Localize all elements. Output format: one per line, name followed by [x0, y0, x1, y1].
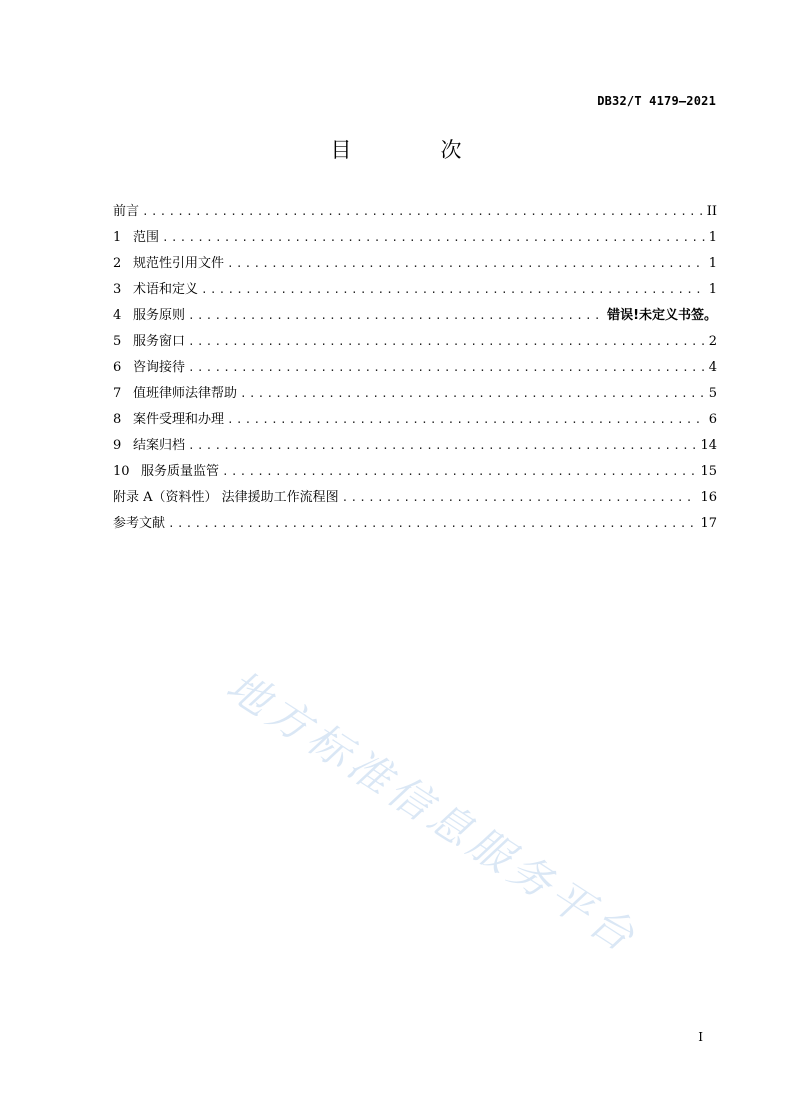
toc-entry[interactable]: [113, 200, 717, 226]
toc-entry-label: 前言: [113, 204, 140, 219]
toc-entry-number: 7: [113, 386, 122, 401]
toc-entry-label: 附录 A（资料性） 法律援助工作流程图: [113, 490, 339, 505]
table-of-contents: [113, 200, 717, 538]
toc-entry-label: 范围: [133, 230, 160, 245]
dot-leader: [188, 309, 604, 322]
dot-leader: [162, 231, 706, 244]
toc-entry-number: 5: [113, 334, 122, 349]
toc-entry[interactable]: [113, 278, 717, 304]
toc-entry-label: 结案归档: [133, 438, 186, 453]
toc-entry-number: 3: [113, 282, 122, 297]
watermark: 地方标准信息服务平台: [218, 660, 648, 964]
toc-entry-number: 6: [113, 360, 122, 375]
toc-entry-page: 5: [708, 386, 717, 401]
toc-entry-page: 2: [708, 334, 717, 349]
toc-entry-label: 服务质量监管: [141, 464, 220, 479]
toc-entry[interactable]: [113, 434, 717, 460]
toc-entry-page: 17: [700, 516, 717, 531]
toc-entry-label: 参考文献: [113, 516, 166, 531]
toc-entry-number: 2: [113, 256, 122, 271]
dot-leader: [142, 205, 704, 218]
toc-entry-number: 4: [113, 308, 122, 323]
toc-entry-page: 6: [708, 412, 717, 427]
toc-entry[interactable]: [113, 486, 717, 512]
toc-entry-page-error: 错误!未定义书签。: [607, 308, 717, 323]
dot-leader: [240, 387, 706, 400]
toc-entry-label: 术语和定义: [133, 282, 199, 297]
toc-entry-page: 1: [708, 230, 717, 245]
page-number: I: [698, 1030, 703, 1044]
toc-entry-page: 16: [700, 490, 717, 505]
dot-leader: [188, 439, 697, 452]
dot-leader: [227, 413, 706, 426]
toc-entry[interactable]: [113, 356, 717, 382]
toc-entry[interactable]: [113, 304, 717, 330]
toc-entry-number: 1: [113, 230, 122, 245]
toc-entry-label: 规范性引用文件: [133, 256, 225, 271]
toc-entry-label: 服务原则: [133, 308, 186, 323]
dot-leader: [168, 517, 697, 530]
toc-title: 目 次: [330, 138, 496, 162]
toc-entry-number: 10: [113, 464, 130, 479]
dot-leader: [222, 465, 697, 478]
toc-entry-page: 1: [708, 282, 717, 297]
toc-entry-page: 14: [700, 438, 717, 453]
dot-leader: [188, 361, 706, 374]
toc-entry-page: 1: [708, 256, 717, 271]
toc-entry-number: 8: [113, 412, 122, 427]
toc-entry-page: II: [706, 204, 717, 219]
document-code: DB32/T 4179—2021: [597, 94, 716, 108]
dot-leader: [227, 257, 706, 270]
toc-entry[interactable]: [113, 382, 717, 408]
toc-entry-label: 咨询接待: [133, 360, 186, 375]
toc-entry-number: 9: [113, 438, 122, 453]
toc-entry[interactable]: [113, 408, 717, 434]
toc-entry-page: 15: [700, 464, 717, 479]
toc-entry-label: 案件受理和办理: [133, 412, 225, 427]
toc-entry-label: 值班律师法律帮助: [133, 386, 238, 401]
dot-leader: [188, 335, 706, 348]
dot-leader: [201, 283, 706, 296]
toc-entry[interactable]: [113, 330, 717, 356]
toc-entry-page: 4: [708, 360, 717, 375]
toc-entry-label: 服务窗口: [133, 334, 186, 349]
dot-leader: [342, 491, 698, 504]
toc-entry[interactable]: [113, 252, 717, 278]
toc-entry[interactable]: [113, 460, 717, 486]
toc-entry[interactable]: [113, 226, 717, 252]
toc-entry[interactable]: [113, 512, 717, 538]
